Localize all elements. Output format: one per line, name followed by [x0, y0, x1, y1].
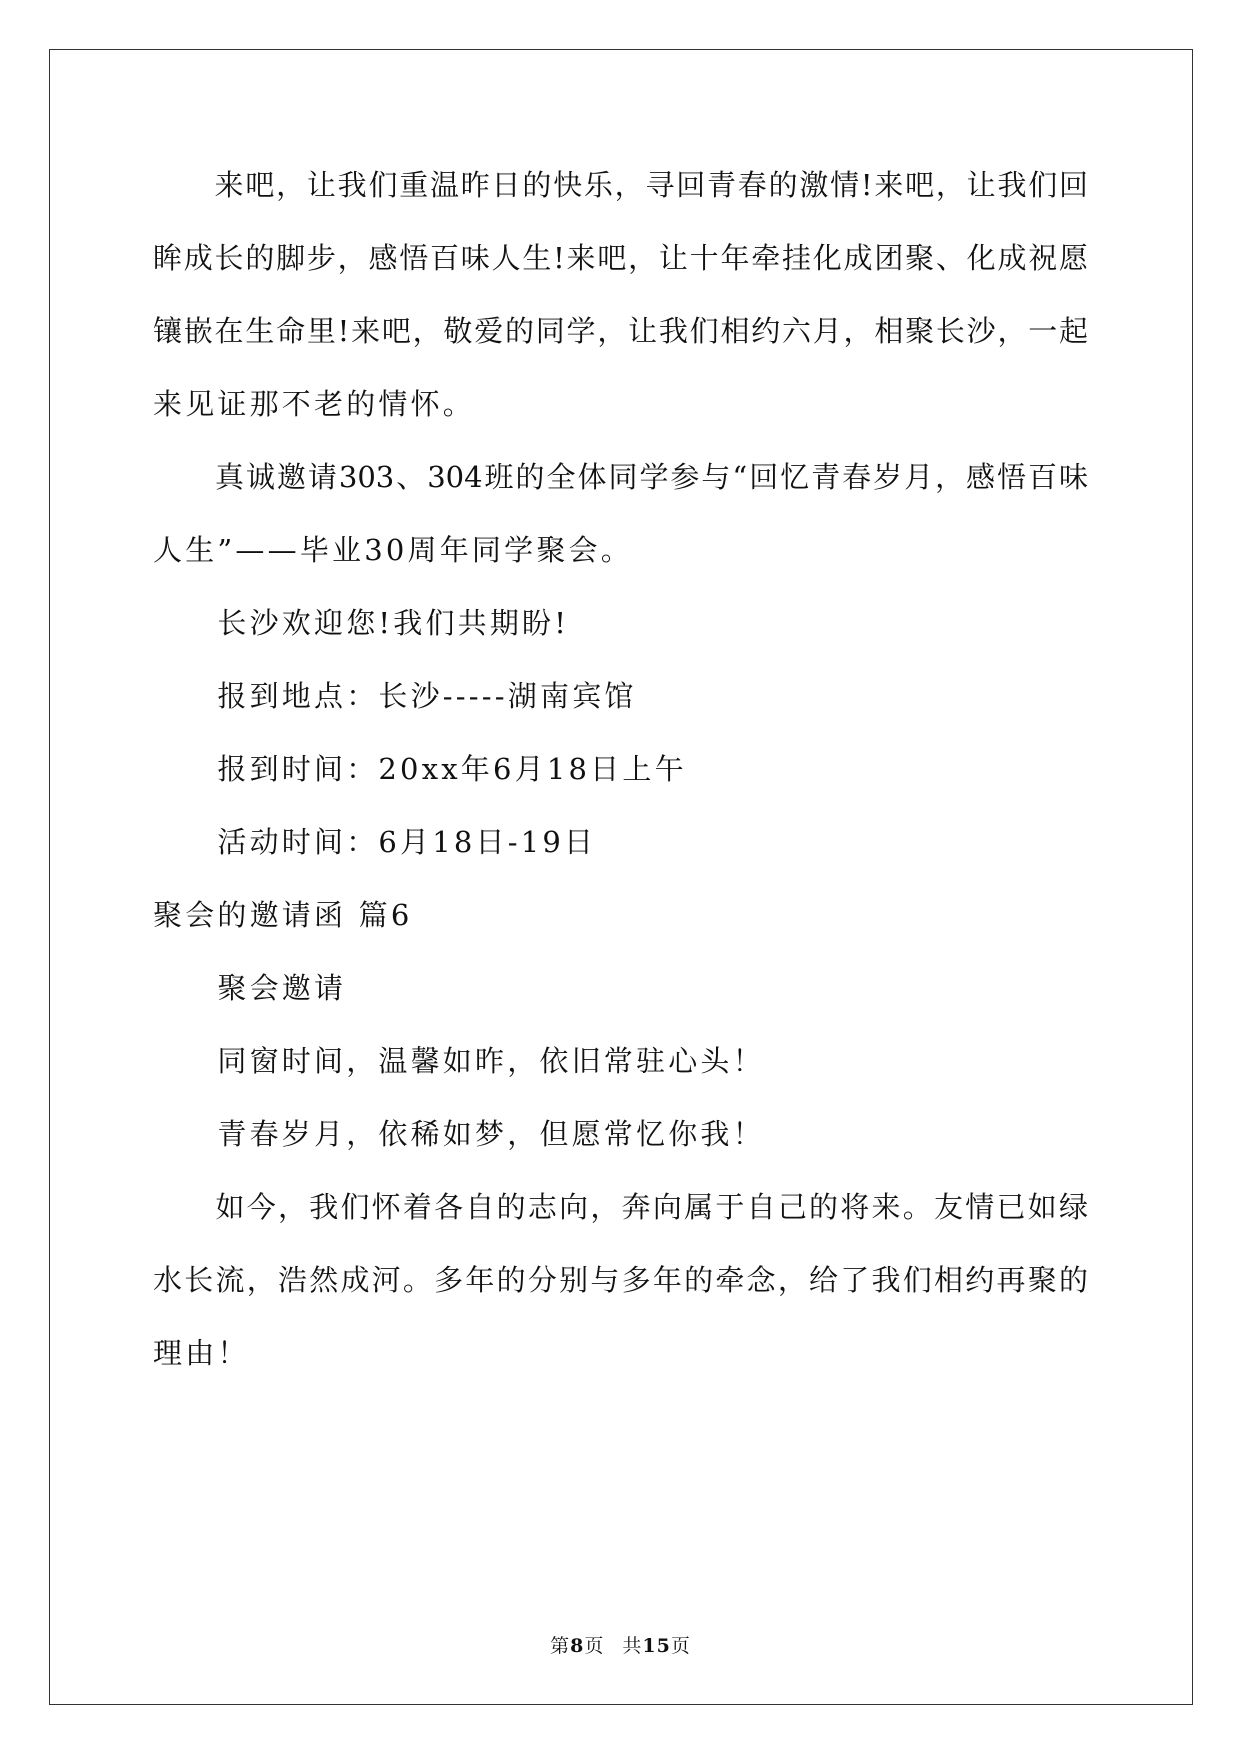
- paragraph-line: 理由！: [153, 1336, 250, 1370]
- section-heading: 聚会的邀请函 篇6: [153, 898, 413, 932]
- paragraph-line: 长沙欢迎您!我们共期盼!: [153, 606, 570, 640]
- paragraph-line: 人生”——毕业30周年同学聚会。: [153, 533, 633, 567]
- paragraph-line: 水长流，浩然成河。多年的分别与多年的牵念，给了我们相约再聚的: [153, 1263, 1088, 1297]
- page-border: [49, 49, 1193, 1705]
- paragraph-line: 真诚邀请303、304班的全体同学参与“回忆青春岁月，感悟百味: [153, 460, 1088, 494]
- footer-total-suffix: 页: [670, 1635, 691, 1657]
- page-footer: [0, 1634, 1241, 1658]
- paragraph-line: 报到时间：20xx年6月18日上午: [153, 752, 687, 786]
- footer-total-prefix: 共: [622, 1635, 643, 1657]
- paragraph-line: 活动时间：6月18日-19日: [153, 825, 597, 859]
- paragraph-line: 如今，我们怀着各自的志向，奔向属于自己的将来。友情已如绿: [153, 1190, 1088, 1224]
- footer-prefix: 第: [550, 1635, 571, 1657]
- paragraph-line: 眸成长的脚步，感悟百味人生!来吧，让十年牵挂化成团聚、化成祝愿: [153, 241, 1088, 275]
- paragraph-line: 镶嵌在生命里!来吧，敬爱的同学，让我们相约六月，相聚长沙，一起: [153, 314, 1088, 348]
- paragraph-line: 报到地点：长沙-----湖南宾馆: [153, 679, 637, 713]
- footer-page-number: 8: [570, 1635, 585, 1657]
- paragraph-line: 青春岁月，依稀如梦，但愿常忆你我！: [153, 1117, 765, 1151]
- paragraph-line: 来吧，让我们重温昨日的快乐，寻回青春的激情!来吧，让我们回: [153, 168, 1088, 202]
- paragraph-line: 同窗时间，温馨如昨，依旧常驻心头！: [153, 1044, 765, 1078]
- footer-page-suffix: 页: [584, 1635, 605, 1657]
- paragraph-line: 聚会邀请: [153, 971, 347, 1005]
- footer-total-pages: 15: [642, 1635, 671, 1657]
- paragraph-line: 来见证那不老的情怀。: [153, 387, 476, 421]
